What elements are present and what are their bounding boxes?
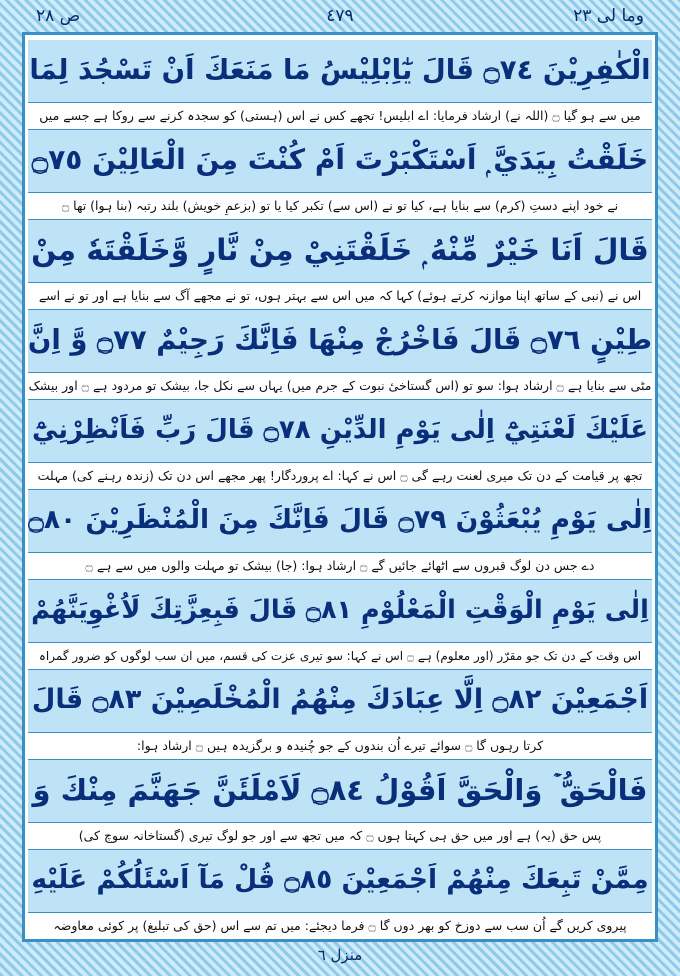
- juz-label: وما لی ٢٣: [573, 6, 644, 26]
- urdu-translation-line: نے خود اپنے دستِ (کرم) سے بنایا ہے، کیا تو نے (اس سے) تکبر کیا یا تو (بزعمِ خویش) بلند رتبہ (بنا ہوا) تھا ۝: [28, 193, 652, 219]
- urdu-translation-line: دے جس دن لوگ قبروں سے اٹھائے جائیں گے ۝ ارشاد ہوا: (جا) بیشک تو مہلت والوں میں سے ہے ۝: [28, 553, 652, 579]
- urdu-translation-line: تجھ پر قیامت کے دن تک میری لعنت رہے گی ۝ اس نے کہا: اے پروردگار! پھر مجھے اس دن تک (زندہ رہنے کی) مہلت: [28, 463, 652, 489]
- arabic-verse-line: خَلَقْتُ بِيَدَيَّ ۭ اَسْتَكْبَرْتَ اَمْ كُنْتَ مِنَ الْعَالِيْنَ ۝٧٥: [28, 130, 652, 192]
- arabic-verse-line: الْكٰفِرِيْنَ ۝٧٤ قَالَ يٰٓاِبْلِيْسُ مَا مَنَعَكَ اَنْ تَسْجُدَ لِمَا: [28, 40, 652, 102]
- page-number: ٤٧٩: [326, 6, 354, 26]
- arabic-verse-line: اِلٰى يَوْمِ الْوَقْتِ الْمَعْلُوْمِ ۝٨١ قَالَ فَبِعِزَّتِكَ لَاُغْوِيَنَّهُمْ: [28, 580, 652, 642]
- line-divider: [28, 939, 652, 940]
- manzil-label: منزل ٦: [317, 946, 363, 964]
- arabic-verse-line: اَجْمَعِيْنَ ۝٨٢ اِلَّا عِبَادَكَ مِنْهُمُ الْمُخْلَصِيْنَ ۝٨٣ قَالَ: [28, 670, 652, 732]
- urdu-translation-line: اس نے (نبی کے ساتھ اپنا موازنہ کرتے ہوئے) کہا کہ میں اس سے بہتر ہوں، تو نے مجھے آگ سے بنایا ہے اور تو نے اسے: [28, 283, 652, 309]
- page-header: [22, 6, 658, 30]
- urdu-translation-line: اس وقت کے دن تک جو مقرّر (اور معلوم) ہے ۝ اس نے کہا: سو تیری عزت کی قسم، میں ان سب لوگوں کو ضرور گمراہ: [28, 643, 652, 669]
- arabic-verse-line: مِمَّنْ تَبِعَكَ مِنْهُمْ اَجْمَعِيْنَ ۝٨٥ قُلْ مَآ اَسْئَلُكُمْ عَلَيْهِ: [28, 850, 652, 912]
- urdu-translation-line: پس حق (یہ) ہے اور میں حق ہی کہتا ہوں ۝ کہ میں تجھ سے اور جو لوگ تیری (گستاخانہ سوچ کی): [28, 823, 652, 849]
- arabic-verse-line: عَلَيْكَ لَعْنَتِيْٓ اِلٰى يَوْمِ الدِّيْنِ ۝٧٨ قَالَ رَبِّ فَاَنْظِرْنِيْٓ: [28, 400, 652, 462]
- arabic-verse-line: اِلٰى يَوْمِ يُبْعَثُوْنَ ۝٧٩ قَالَ فَاِنَّكَ مِنَ الْمُنْظَرِيْنَ ۝٨٠: [28, 490, 652, 552]
- arabic-verse-line: طِيْنٍ ۝٧٦ قَالَ فَاخْرُجْ مِنْهَا فَاِنَّكَ رَجِيْمٌ ۝٧٧ وَّ اِنَّ: [28, 310, 652, 372]
- ruku-label: ص ٢٨: [36, 6, 81, 26]
- urdu-translation-line: کرتا رہوں گا ۝ سوائے تیرے اُن بندوں کے جو چُنیدہ و برگزیدہ ہیں ۝ ارشاد ہوا:: [28, 733, 652, 759]
- urdu-translation-line: میں سے ہو گیا ۝ (اللہ نے) ارشاد فرمایا: اے ابلیس! تجھے کس نے اس (ہستی) کو سجدہ کرنے سے روکا ہے جسے میں: [28, 103, 652, 129]
- urdu-translation-line: پیروی کریں گے اُن سب سے دوزخ کو بھر دوں گا ۝ فرما دیجئے: میں تم سے اس (حق کی تبلیغ) پر کوئی معاوضہ: [28, 913, 652, 939]
- arabic-verse-line: قَالَ اَنَا خَيْرٌ مِّنْهُ ۭ خَلَقْتَنِيْ مِنْ نَّارٍ وَّخَلَقْتَهٗ مِنْ: [28, 220, 652, 282]
- urdu-translation-line: مٹی سے بنایا ہے ۝ ارشاد ہوا: سو تو (اس گستاخیٔ نبوت کے جرم میں) یہاں سے نکل جا، بیشک تو مردود ہے ۝ اور بیشک: [28, 373, 652, 399]
- arabic-verse-line: فَالْحَقُّ ۡ وَالْحَقَّ اَقُوْلُ ۝٨٤ لَاَمْلَئَنَّ جَهَنَّمَ مِنْكَ وَ: [28, 760, 652, 822]
